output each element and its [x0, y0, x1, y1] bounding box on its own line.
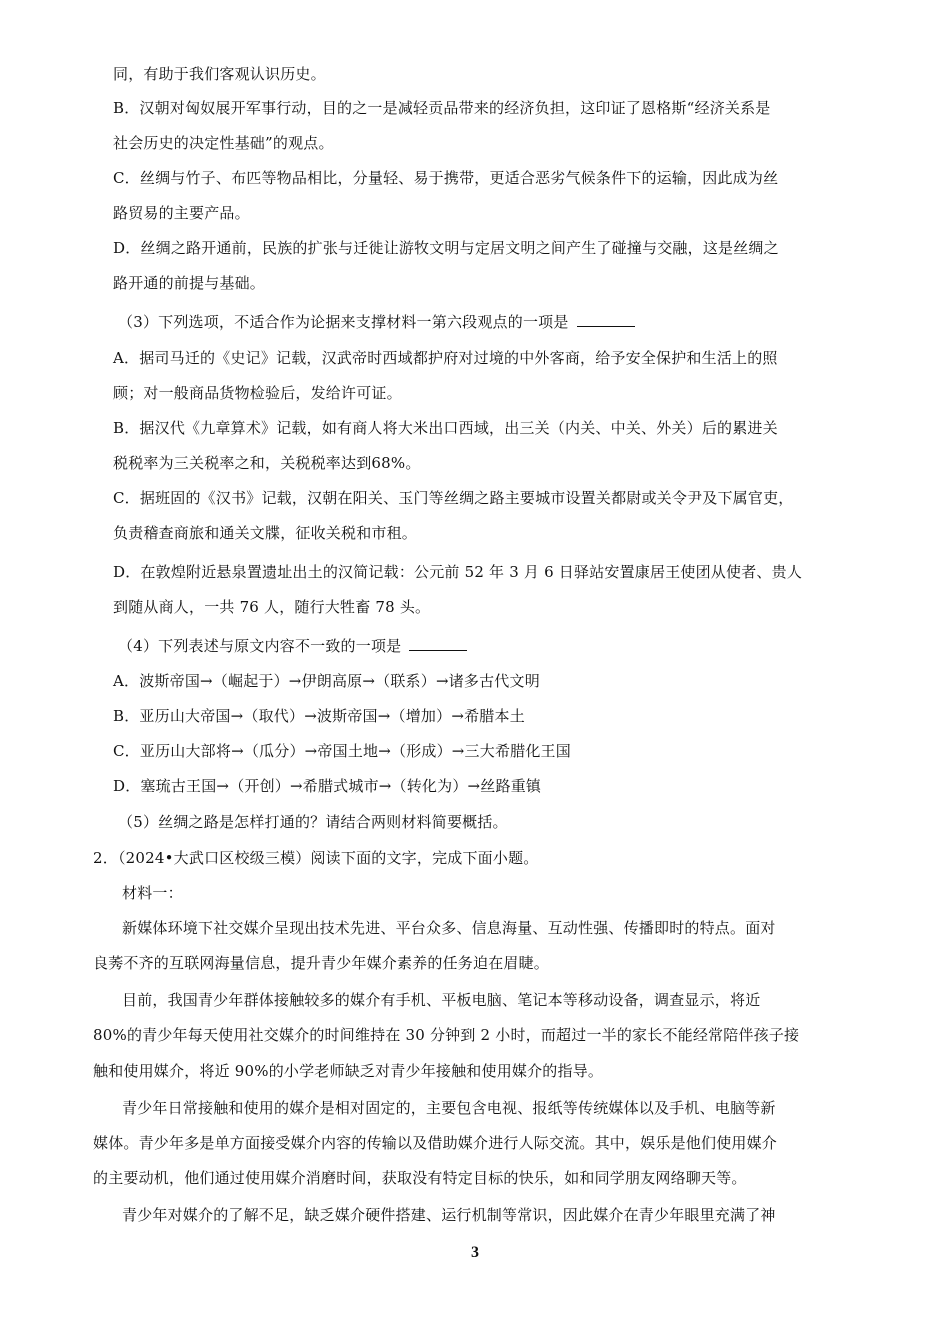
- text-line: 同，有助于我们客观认识历史。: [113, 65, 326, 83]
- material-1-label: 材料一：: [122, 884, 183, 902]
- option-d-line: D．塞琉古王国→（开创）→希腊式城市→（转化为）→丝路重镇: [113, 777, 542, 795]
- option-b-line: B．亚历山大帝国→（取代）→波斯帝国→（增加）→希腊本土: [113, 707, 525, 725]
- option-d-line: D．丝绸之路开通前，民族的扩张与迁徙让游牧文明与定居文明之间产生了碰撞与交融，这是丝绸之: [113, 239, 779, 257]
- answer-blank[interactable]: [577, 312, 635, 327]
- question-2-heading: 2．（2024•大武口区校级三模）阅读下面的文字，完成下面小题。: [93, 849, 539, 867]
- question-5: （5）丝绸之路是怎样打通的？请结合两则材料简要概括。: [118, 813, 508, 831]
- option-d-line: D．在敦煌附近悬泉置遗址出土的汉简记载：公元前 52 年 3 月 6 日驿站安置康居王使团从使者、贵人: [113, 563, 803, 581]
- paragraph-line: 媒体。青少年多是单方面接受媒介内容的传输以及借助媒介进行人际交流。其中，娱乐是他们使用媒介: [93, 1134, 778, 1152]
- text-line: 税税率为三关税率之和，关税税率达到68%。: [113, 454, 421, 472]
- text-line: 到随从商人，一共 76 人，随行大牲畜 78 头。: [113, 598, 431, 616]
- paragraph-line: 青少年日常接触和使用的媒介是相对固定的，主要包含电视、报纸等传统媒体以及手机、电脑等新: [122, 1099, 776, 1117]
- option-c-line: C．丝绸与竹子、布匹等物品相比，分量轻、易于携带，更适合恶劣气候条件下的运输，因此成为丝: [113, 169, 779, 187]
- text-line: 负责稽查商旅和通关文牒，征收关税和市租。: [113, 524, 418, 542]
- option-a-line: A．据司马迁的《史记》记载，汉武帝时西域都护府对过境的中外客商，给予安全保护和生活上的照: [113, 349, 778, 367]
- text-line: 社会历史的决定性基础”的观点。: [113, 134, 334, 152]
- paragraph-line: 新媒体环境下社交媒介呈现出技术先进、平台众多、信息海量、互动性强、传播即时的特点。面对: [122, 919, 776, 937]
- text-line: 路贸易的主要产品。: [113, 204, 250, 222]
- paragraph-line: 青少年对媒介的了解不足，缺乏媒介硬件搭建、运行机制等常识，因此媒介在青少年眼里充满了神: [122, 1206, 776, 1224]
- paragraph-line: 的主要动机，他们通过使用媒介消磨时间，获取没有特定目标的快乐，如和同学朋友网络聊天等。: [93, 1169, 747, 1187]
- question-3-text: （3）下列选项，不适合作为论据来支撑材料一第六段观点的一项是: [118, 313, 569, 331]
- text-line: 顾；对一般商品货物检验后，发给许可证。: [113, 384, 402, 402]
- paragraph-line: 触和使用媒介，将近 90%的小学老师缺乏对青少年接触和使用媒介的指导。: [93, 1062, 604, 1080]
- paragraph-line: 80%的青少年每天使用社交媒介的时间维持在 30 分钟到 2 小时，而超过一半的家长不能经常陪伴孩子接: [93, 1026, 800, 1044]
- question-4: [118, 636, 467, 656]
- option-c-line: C．亚历山大部将→（瓜分）→帝国土地→（形成）→三大希腊化王国: [113, 742, 571, 760]
- option-c-line: C．据班固的《汉书》记载，汉朝在阳关、玉门等丝绸之路主要城市设置关都尉或关令尹及下属官吏，: [113, 489, 794, 507]
- text-line: 路开通的前提与基础。: [113, 274, 266, 292]
- paragraph-line: 良莠不齐的互联网海量信息，提升青少年媒介素养的任务迫在眉睫。: [93, 954, 550, 972]
- option-b-line: B．汉朝对匈奴展开军事行动，目的之一是减轻贡品带来的经济负担，这印证了恩格斯“经济关系是: [113, 99, 771, 117]
- question-4-text: （4）下列表述与原文内容不一致的一项是: [118, 637, 402, 655]
- option-a-line: A．波斯帝国→（崛起于）→伊朗高原→（联系）→诸多古代文明: [113, 672, 540, 690]
- question-3: [118, 312, 635, 332]
- page-number: 3: [471, 1244, 479, 1261]
- option-b-line: B．据汉代《九章算术》记载，如有商人将大米出口西域，出三关（内关、中关、外关）后的累进关: [113, 419, 778, 437]
- paragraph-line: 目前，我国青少年群体接触较多的媒介有手机、平板电脑、笔记本等移动设备，调查显示，将近: [122, 991, 761, 1009]
- answer-blank[interactable]: [409, 636, 467, 651]
